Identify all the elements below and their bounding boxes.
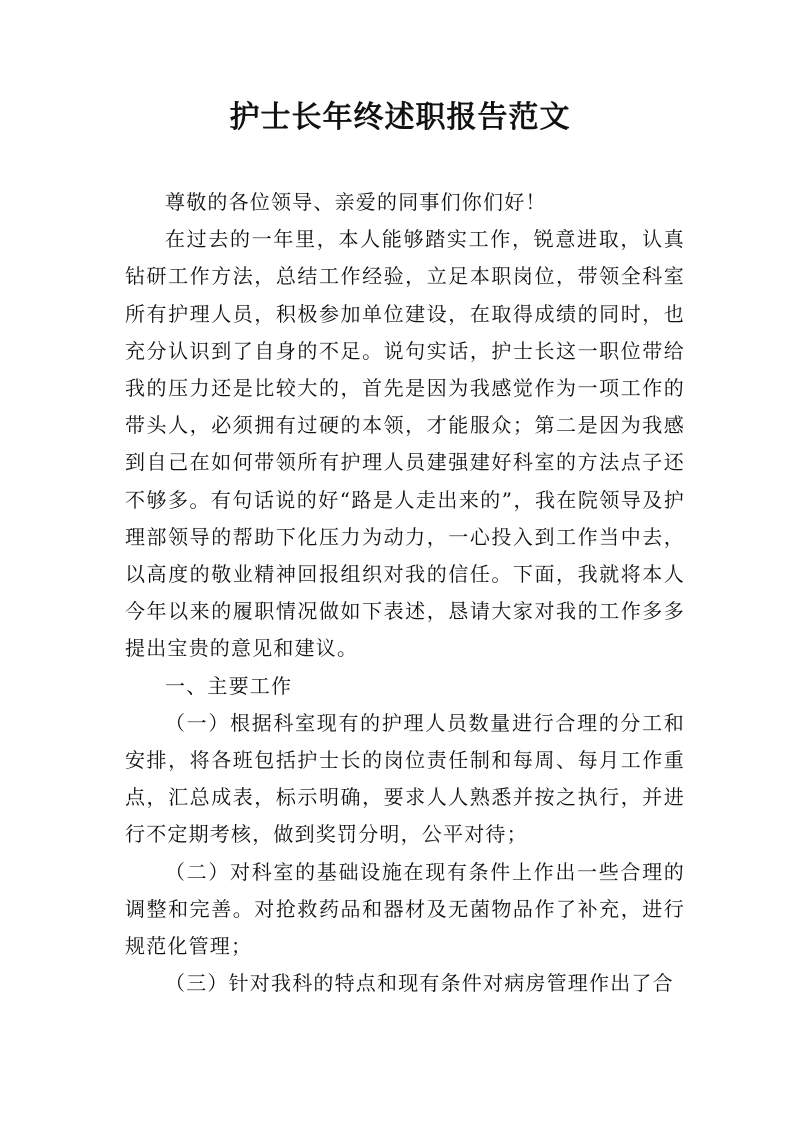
greeting-paragraph: 尊敬的各位领导、亲爱的同事们你们好！ [165, 190, 547, 214]
document-title: 护士长年终述职报告范文 [229, 100, 571, 135]
document-body [125, 184, 685, 1002]
section-heading: 一、主要工作 [165, 673, 293, 698]
item-paragraph-2: （二）对科室的基础设施在现有条件上作出一些合理的调整和完善。对抢救药品和器材及无菌物品作了补充，进行规范化管理； [125, 859, 685, 959]
intro-paragraph: 在过去的一年里，本人能够踏实工作，锐意进取，认真钻研工作方法，总结工作经验，立足本职岗位，带领全科室所有护理人员，积极参加单位建设，在取得成绩的同时，也充分认识到了自身的不足。说句实话，护士长这一职位带给我的压力还是比较大的，首先是因为我感觉作为一项工作的带头人，必须拥有过硬的本领，才能服众；第二是因为我感到自己在如何带领所有护理人员建强建好科室的方法点子还不够多。有句话说的好“路是人走出来的”，我在院领导及护理部领导的帮助下化压力为动力，一心投入到工作当中去，以高度的敬业精神回报组织对我的信任。下面，我就将本人今年以来的履职情况做如下表述，恳请大家对我的工作多多提出宝贵的意见和建议。 [125, 227, 685, 661]
item-paragraph-3: （三）针对我科的特点和现有条件对病房管理作出了合 [165, 971, 674, 996]
item-paragraph-1: （一）根据科室现有的护理人员数量进行合理的分工和安排，将各班包括护士长的岗位责任制和每周、每月工作重点，汇总成表，标示明确，要求人人熟悉并按之执行，并进行不定期考核，做到奖罚分明，公平对待； [125, 710, 685, 847]
